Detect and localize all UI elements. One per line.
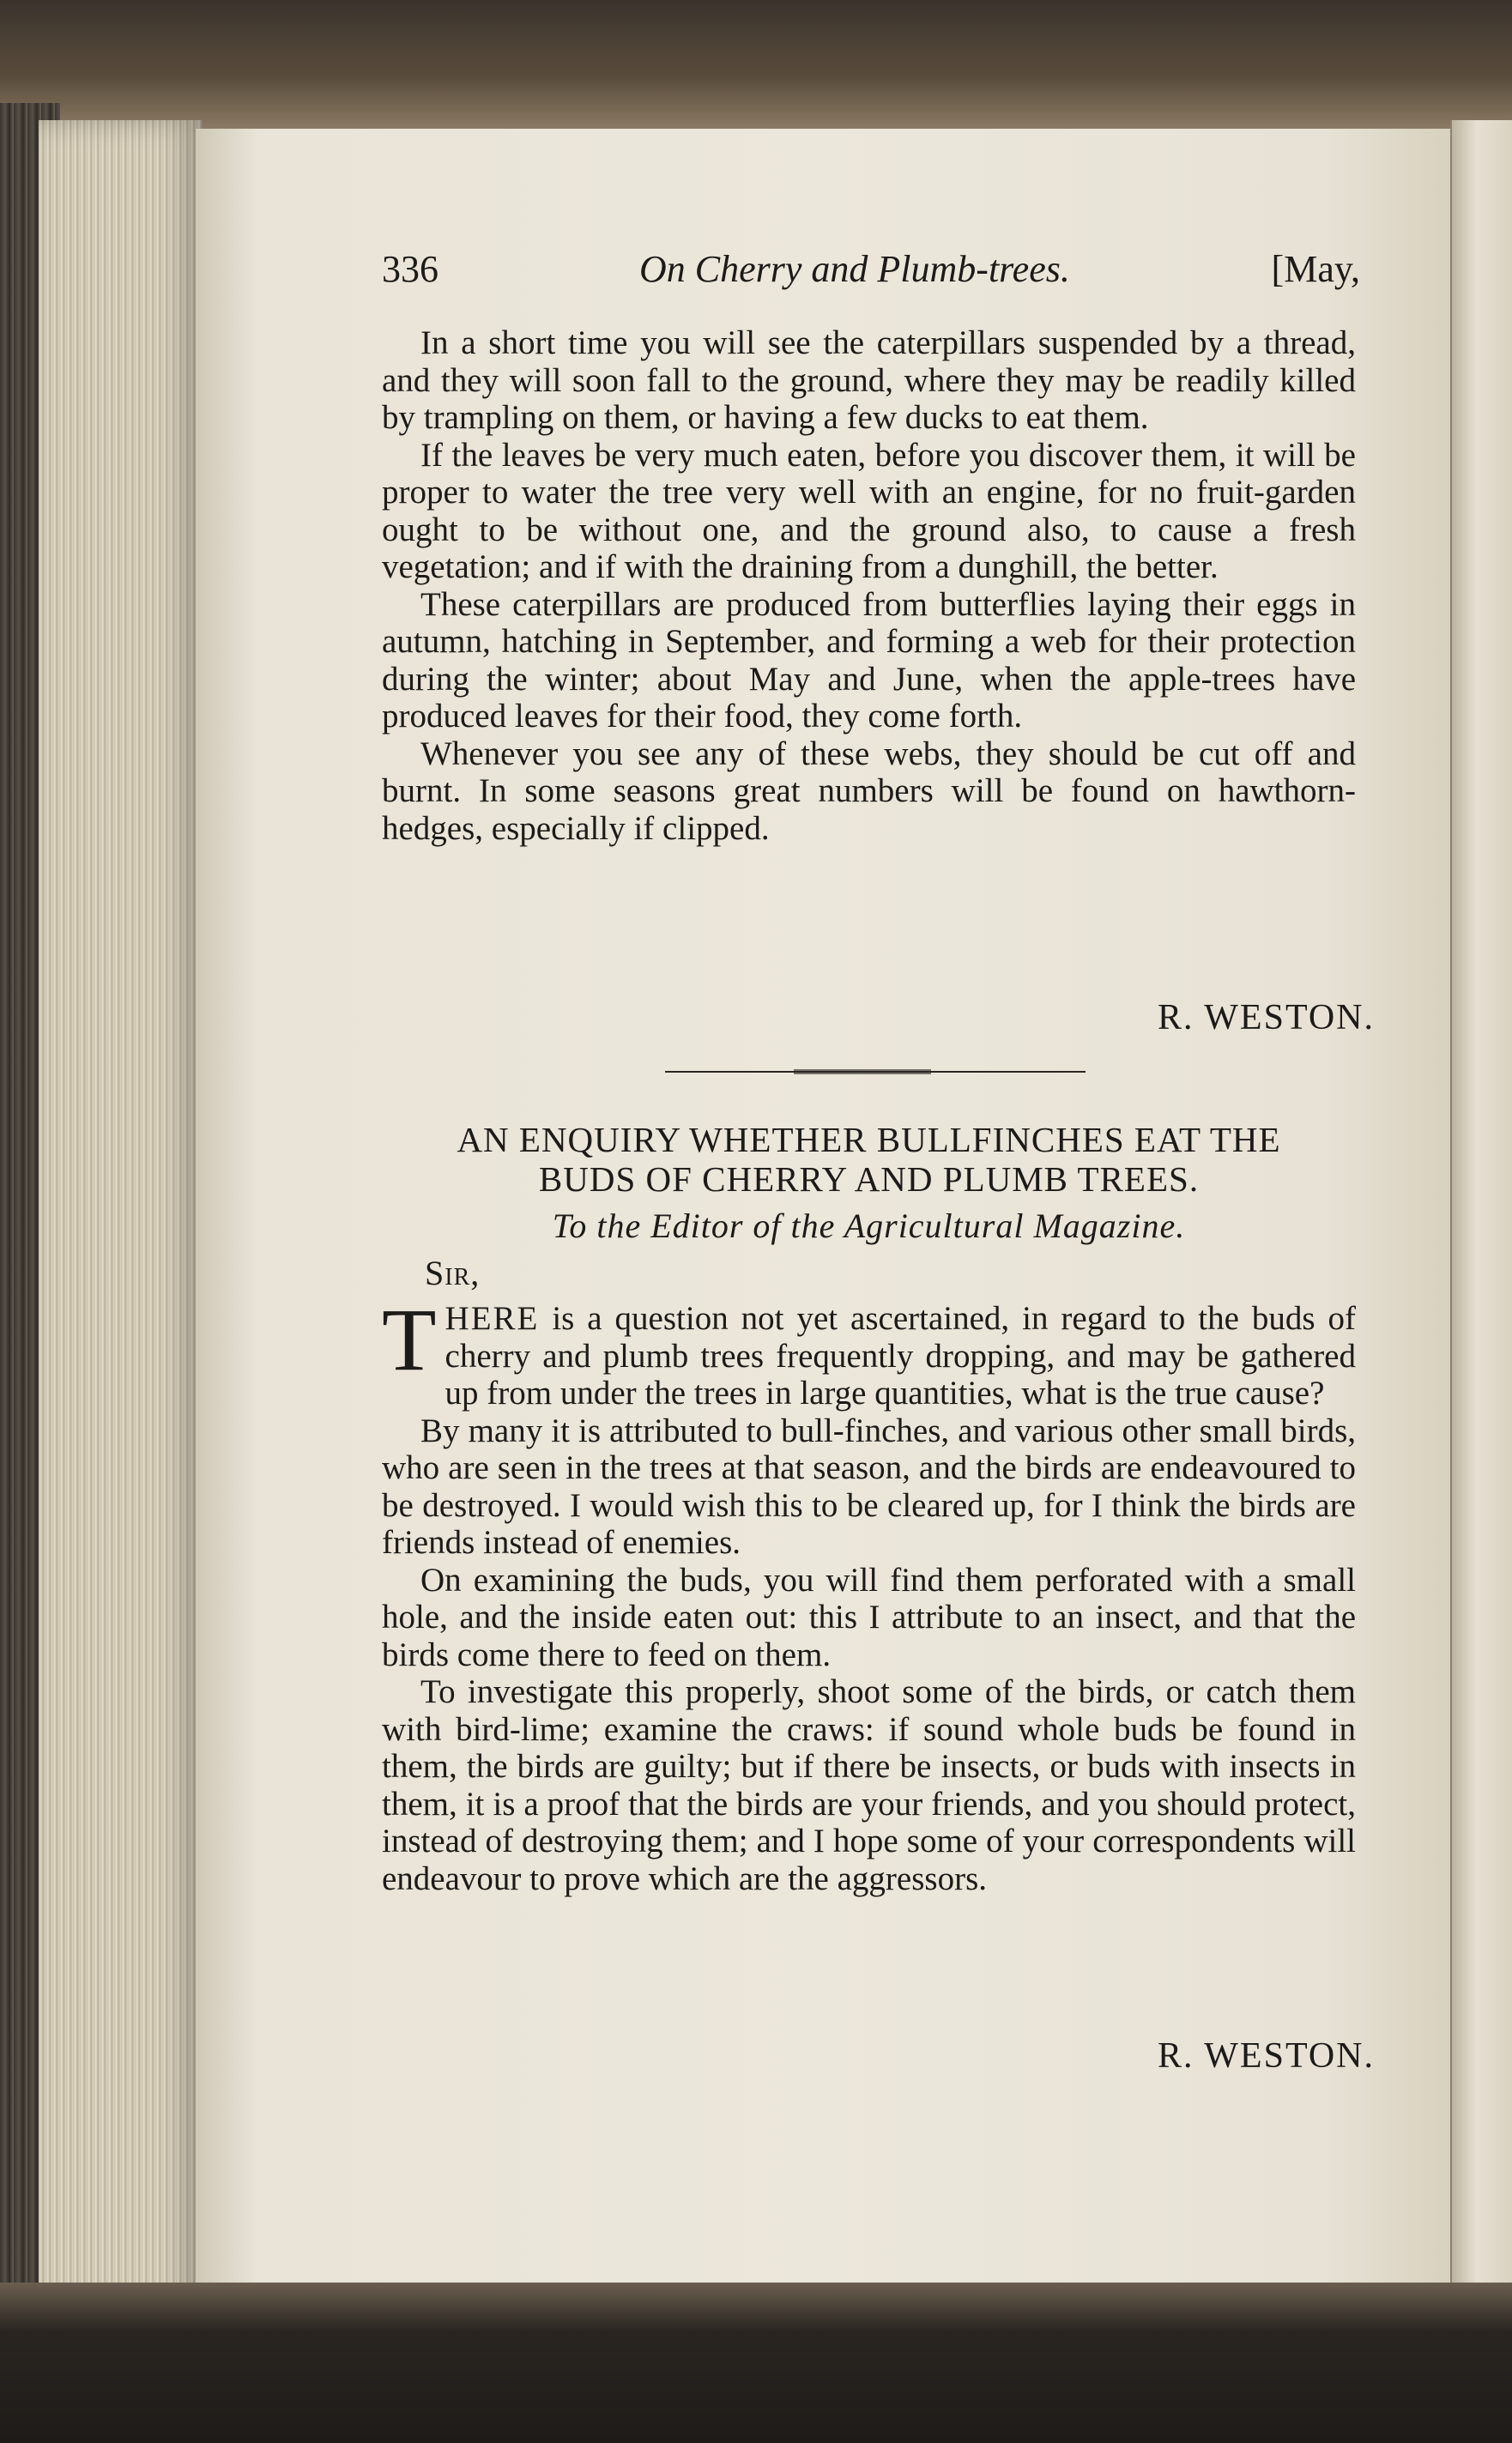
drop-cap: T: [382, 1291, 437, 1389]
article2-signature: R. WESTON.: [1158, 2036, 1375, 2076]
running-title: On Cherry and Plumb-trees.: [639, 248, 1070, 290]
article2-paragraph: To investigate this properly, shoot some of the birds, or catch them with bird-lime; examine the craws: if sound whole buds be found in them, the birds are guilty; but if there be insects, or buds with insects in them, it is a proof that the birds are your friends, and you should protect, instead of destroying them; and I hope some of your correspondents will endeavour to prove which are the aggressors.: [382, 1673, 1356, 1897]
adjacent-page-edge: [1450, 120, 1512, 2317]
article2-first-word: HERE: [445, 1300, 540, 1337]
book-cover-top: [0, 0, 1512, 129]
article1-paragraph: Whenever you see any of these webs, they should be cut off and burnt. In some seasons great numbers will be found on hawthorn-hedges, especially if clipped.: [382, 735, 1356, 847]
running-header: [382, 247, 1360, 299]
article2-first-paragraph: [382, 1291, 1356, 1412]
article1-paragraph: If the leaves be very much eaten, before you discover them, it will be proper to water the tree very well with an engine, for no fruit-garden ought to be without one, and the ground also, to cause a fresh vegetation; and if with the draining from a dunghill, the better.: [382, 436, 1356, 585]
article2-title: [382, 1120, 1356, 1199]
article2-title-line1: AN ENQUIRY WHETHER BULLFINCHES EAT THE: [457, 1120, 1281, 1159]
article2-dedication: To the Editor of the Agricultural Magazine.: [552, 1206, 1186, 1245]
running-month: [May,: [1271, 248, 1360, 290]
article2-paragraph: By many it is attributed to bull-finches, and various other small birds, who are seen in the trees at that season, and the birds are endeavoured to be destroyed. I would wish this to be cleared up, for I think the birds are friends instead of enemies.: [382, 1412, 1356, 1561]
book-bottom-shadow: [0, 2283, 1512, 2443]
article2-salutation: Sir,: [425, 1254, 481, 1292]
page-number: 336: [382, 248, 438, 290]
article2-title-line2: BUDS OF CHERRY AND PLUMB TREES.: [538, 1159, 1200, 1199]
article1-signature: R. WESTON.: [1158, 998, 1375, 1037]
section-divider-rule: [665, 1069, 1086, 1074]
article2-first-paragraph-text: is a question not yet ascertained, in regard to the buds of cherry and plumb trees frequently dropping, and may be gathered up from under the trees in large quantities, what is the true cause?: [445, 1300, 1356, 1412]
article1-paragraph: In a short time you will see the caterpillars suspended by a thread, and they will soon fall to the ground, where they may be readily killed by trampling on them, or having a few ducks to eat them.: [382, 324, 1356, 436]
article1-paragraph: These caterpillars are produced from butterflies laying their eggs in autumn, hatching in September, and forming a web for their protection during the winter; about May and June, when the apple-trees have produced leaves for their food, they come forth.: [382, 585, 1356, 735]
page-edges: [39, 120, 202, 2317]
article1-body: [382, 324, 1356, 847]
article2-body: [382, 1291, 1356, 1897]
article2-paragraph: On examining the buds, you will find them perforated with a small hole, and the inside eaten out: this I attribute to an insect, and that the birds come there to feed on them.: [382, 1561, 1356, 1673]
